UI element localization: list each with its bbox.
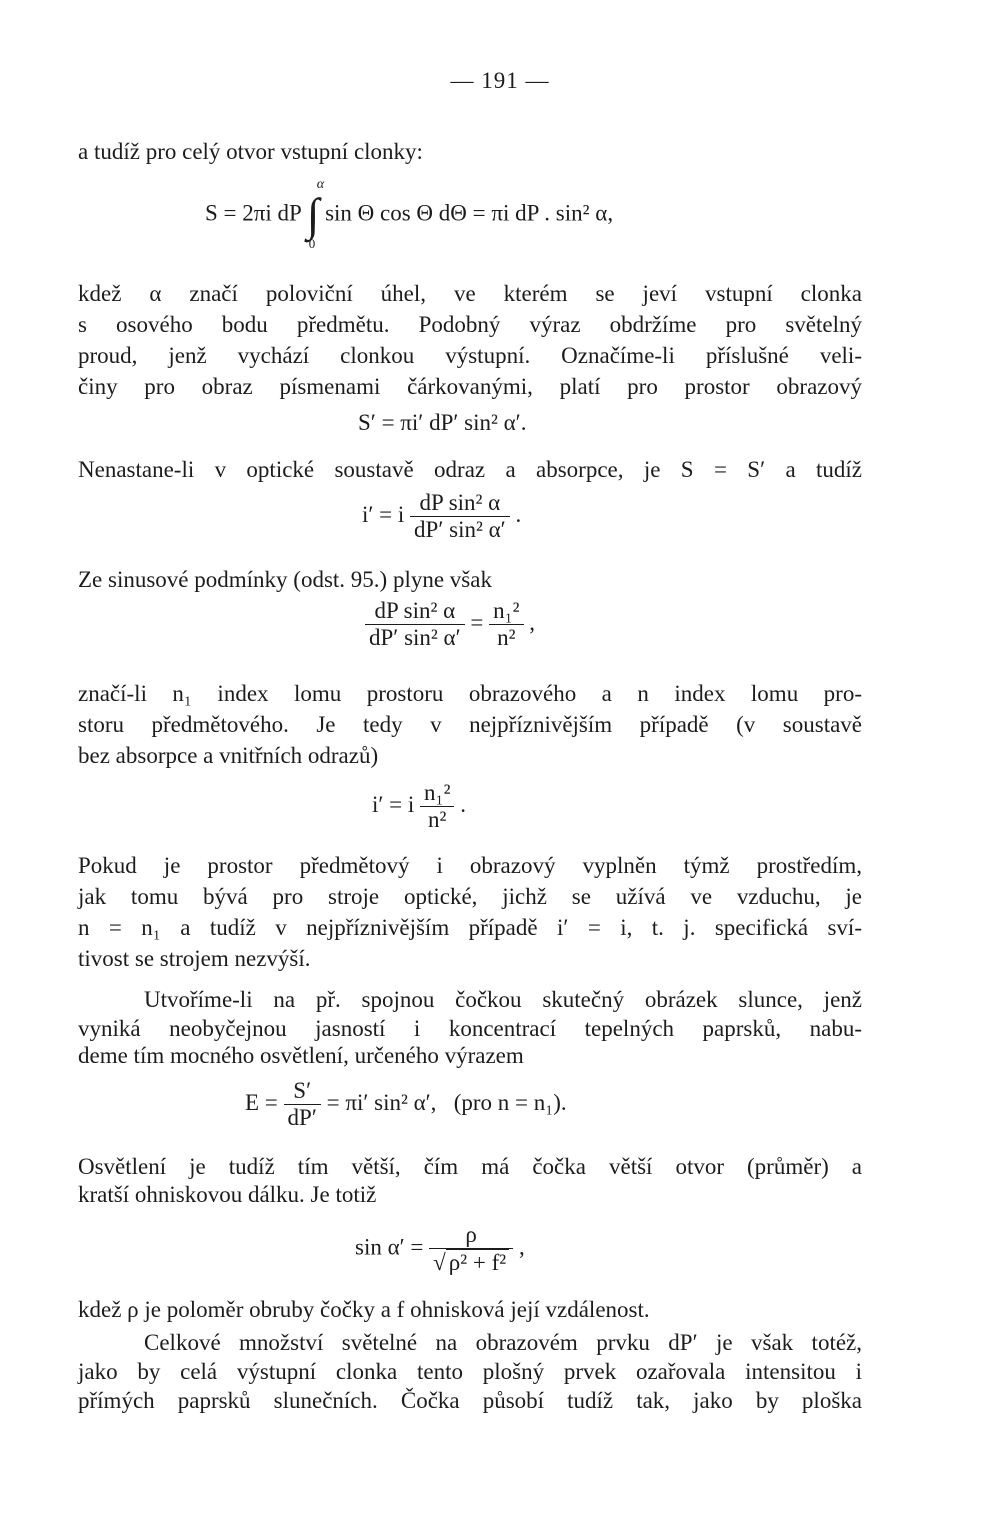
integral-upper-limit: α	[316, 177, 325, 192]
square-root-sign: √	[433, 1250, 446, 1276]
fraction-denominator: dP′ sin² α′	[365, 624, 465, 651]
formula-lhs: E =	[245, 1090, 278, 1116]
formula-illumination	[245, 1078, 567, 1132]
radicand: ρ² + f²	[446, 1249, 509, 1276]
formula-sine-condition	[365, 598, 535, 652]
integral-lower-limit: 0	[308, 236, 316, 251]
text-line: Pokud je prostor předmětový i obrazový vyplněn týmž prostředím,	[78, 853, 862, 878]
formula-punct: ,	[518, 1234, 525, 1260]
text-line: vyniká neobyčejnou jasností i koncentrací tepelných paprsků, nabu-	[78, 1016, 862, 1041]
equals-sign: =	[470, 610, 484, 636]
formula-lhs: sin α′ =	[355, 1234, 424, 1260]
text-line: Celkové množství světelné na obrazovém prvku dP′ je však totéž,	[144, 1330, 862, 1355]
formula-punct: ,	[529, 610, 536, 636]
formula-lhs: i′ = i	[362, 502, 405, 528]
text-line: kdež ρ je poloměr obruby čočky a f ohnisková její vzdálenost.	[78, 1297, 650, 1322]
text-line: jako by celá výstupní clonka tento plošný prvek ozařovala intensitou i	[78, 1359, 862, 1384]
fraction	[420, 780, 454, 834]
text-line: n = n₁ a tudíž v nejpříznivějším případě i′ = i, t. j. specifická sví-	[78, 915, 862, 940]
text-line: bez absorpce a vnitřních odrazů)	[78, 743, 379, 768]
fraction	[410, 490, 510, 544]
formula-integral	[205, 177, 614, 251]
formula-s-prime: S′ = πi′ dP′ sin² α′.	[358, 410, 527, 435]
fraction-numerator: dP sin² α	[374, 598, 456, 623]
text-line: značí-li n₁ index lomu prostoru obrazového a n index lomu pro-	[78, 681, 862, 706]
formula-rhs: = πi′ sin² α′,	[326, 1090, 437, 1116]
page-number: — 191 —	[450, 68, 550, 93]
fraction-numerator: dP sin² α	[419, 490, 501, 515]
text-line: Ze sinusové podmínky (odst. 95.) plyne však	[78, 567, 492, 592]
formula-i-prime-ratio	[362, 490, 521, 544]
fraction-numerator: ρ	[465, 1222, 477, 1247]
text-line: jak tomu bývá pro stroje optické, jichž se užívá ve vzduchu, je	[78, 884, 862, 909]
text-line: kratší ohniskovou dálku. Je totiž	[78, 1182, 377, 1207]
fraction-denominator	[429, 1248, 513, 1276]
fraction	[429, 1222, 513, 1277]
text-line: proud, jenž vychází clonkou výstupní. Označíme-li příslušné veli-	[78, 343, 862, 368]
fraction-denominator: n²	[420, 806, 454, 833]
fraction-denominator: n²	[489, 624, 523, 651]
formula-integral-left: S = 2πi dP	[205, 200, 301, 226]
fraction-numerator: n₁²	[424, 780, 451, 805]
text-line: přímých paprsků slunečních. Čočka působí tudíž tak, jako by ploška	[78, 1388, 862, 1413]
text-line: s osového bodu předmětu. Podobný výraz obdržíme pro světelný	[78, 312, 862, 337]
text-line: tivost se strojem nezvýší.	[78, 946, 311, 971]
fraction	[284, 1078, 321, 1132]
formula-punct: .	[515, 502, 522, 528]
text-line: deme tím mocného osvětlení, určeného výrazem	[78, 1043, 524, 1068]
fraction	[489, 598, 523, 652]
formula-sin-alpha-prime	[355, 1222, 525, 1277]
text-line: činy pro obraz písmenami čárkovanými, platí pro prostor obrazový	[78, 374, 862, 399]
text-line: Utvoříme-li na př. spojnou čočkou skutečný obrázek slunce, jenž	[144, 987, 862, 1012]
text-line: Nenastane-li v optické soustavě odraz a absorpce, je S = S′ a tudíž	[78, 457, 862, 482]
text-line: a tudíž pro celý otvor vstupní clonky:	[78, 139, 423, 164]
text-line: storu předmětového. Je tedy v nejpříznivějším případě (v soustavě	[78, 712, 862, 737]
formula-condition: (pro n = n₁).	[453, 1090, 567, 1116]
fraction-numerator: n₁²	[493, 598, 520, 623]
formula-i-prime-max	[372, 780, 466, 834]
text-line: Osvětlení je tudíž tím větší, čím má čočka větší otvor (průměr) a	[78, 1154, 862, 1179]
fraction-denominator: dP′ sin² α′	[410, 516, 510, 543]
fraction	[365, 598, 465, 652]
formula-integral-right: sin Θ cos Θ dΘ = πi dP . sin² α,	[325, 200, 614, 226]
text-line: kdež α značí poloviční úhel, ve kterém se jeví vstupní clonka	[78, 281, 862, 306]
fraction-numerator: S′	[293, 1078, 312, 1103]
integral-sign: ∫ α 0	[306, 177, 325, 251]
fraction-denominator: dP′	[284, 1104, 321, 1131]
formula-punct: .	[460, 792, 466, 818]
formula-lhs: i′ = i	[372, 792, 415, 818]
